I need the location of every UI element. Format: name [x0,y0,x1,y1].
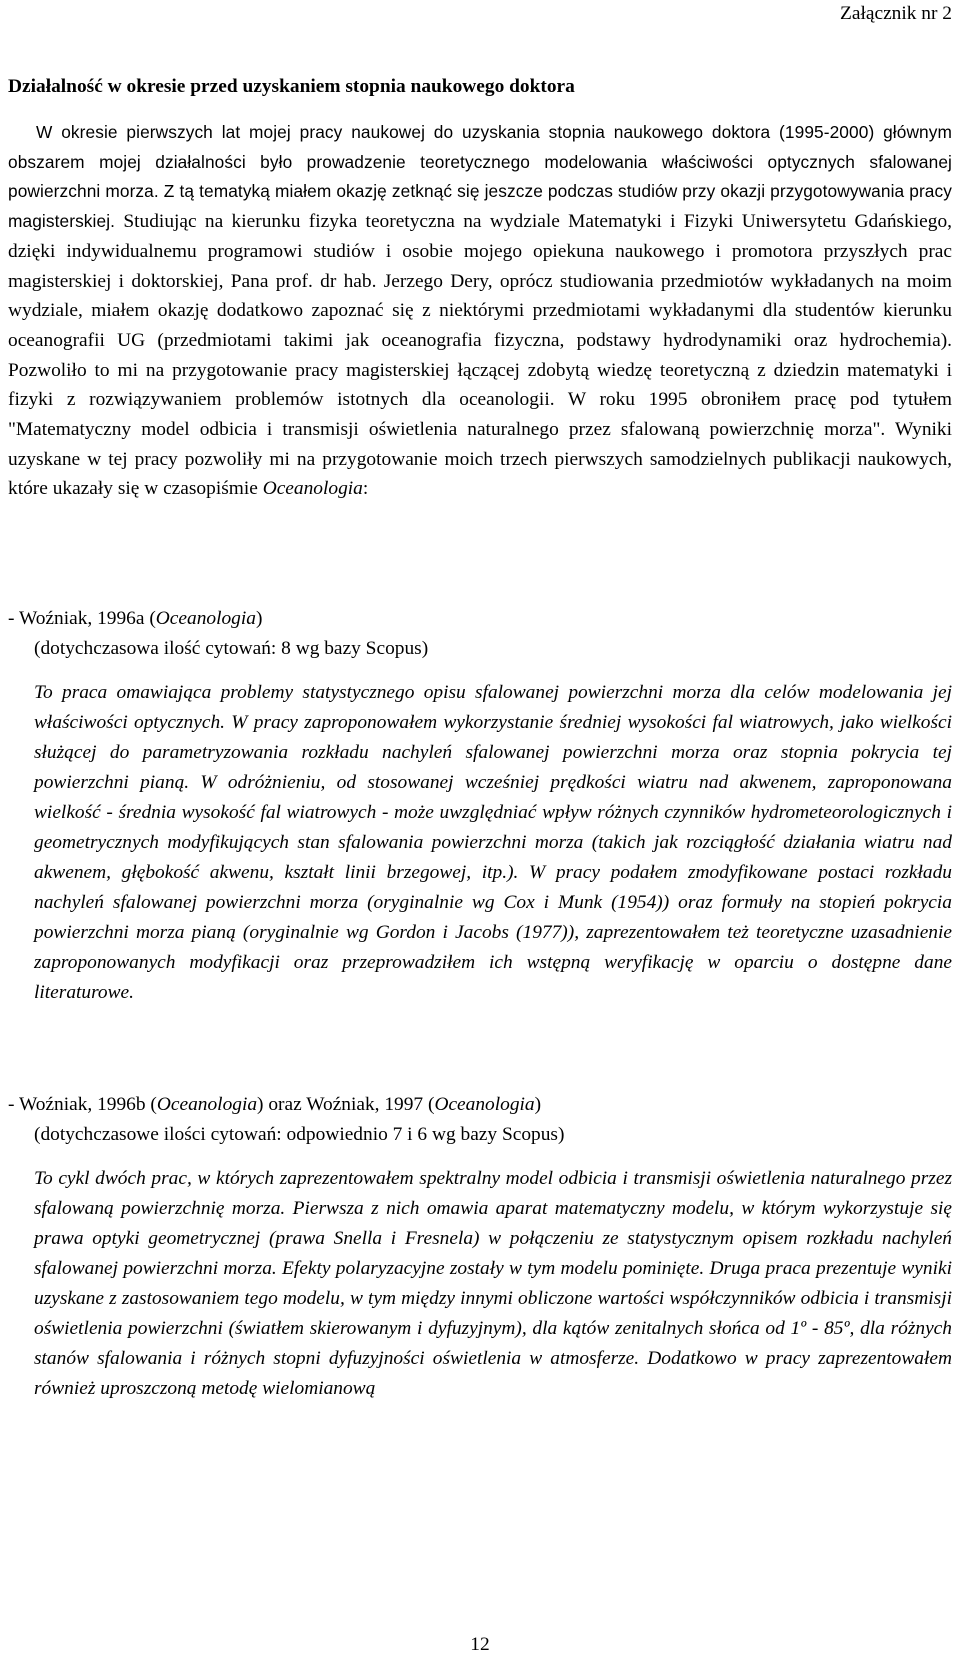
reference-journal: Oceanologia [156,1094,258,1115]
reference-suffix: ) [534,1094,542,1115]
page-number: 12 [470,1634,490,1655]
intro-text-part3: : [362,478,369,500]
annex-label: Załącznik nr 2 [840,3,952,24]
reference-suffix: ) [255,608,263,629]
publication-description-1: To praca omawiająca problemy statystycznego opisu sfalowanej powierzchni morza dla celów modelowania jej właściwości optycznych. W pracy zaproponowałem wykorzystanie średniej wysokości fal wiatrowych, jako wielkości służącej do parametryzowania rozkładu nachyleń sfalowanej powierzchni morza oraz stopnia pokrycia tej powierzchni pianą. W odróżnieniu, od stosowanej wcześniej prędkości wiatru nad akwenem, zaproponowana wielkość - średnia wysokość fal wiatrowych - może uwzględniać wpływ różnych czynników hydrometeorologicznych i geometrycznych modyfikujących stan sfalowania powierzchni morza (takich jak rozciągłość działania wiatru nad akwenem, głębokość akwenu, kształt linii brzegowej, itp.). W pracy podałem zmodyfikowane postaci rozkładu nachyleń sfalowanej powierzchni morza (oryginalnie wg Cox i Munk (1954)) oraz formuły na stopień pokrycia powierzchni morza pianą (oryginalnie wg Gordon i Jacobs (1977)), zaprezentowałem też teoretyczne uzasadnienie zaproponowanych modyfikacji oraz przeprowadziłem ich wstępną weryfikację w oparciu o dostępne dane literaturowe. [34,682,952,1003]
publication-entry-1 [8,604,952,663]
reference-middle: ) oraz Woźniak, 1997 ( [257,1094,435,1115]
publication-reference [8,1090,952,1120]
citation-count: (dotychczasowe ilości cytowań: odpowiednio 7 i 6 wg bazy Scopus) [34,1123,565,1145]
reference-journal: Oceanologia [434,1094,535,1115]
publication-description-2: To cykl dwóch prac, w których zaprezentowałem spektralny model odbicia i transmisji oświetlenia naturalnego przez sfalowaną powierzchnię morza. Pierwsza z nich omawia aparat matematyczny modelu, w którym wykorzystuje się prawa optyki geometrycznej (prawa Snella i Fresnela) w połączeniu ze statystycznym opisem rozkładu nachyleń sfalowanej powierzchni morza. Efekty polaryzacyjne zostały w tym modelu pominięte. Druga praca prezentuje wyniki uzyskane z zastosowaniem tego modelu, w tym między innymi obliczone wartości współczynników odbicia i transmisji oświetlenia powierzchni (światłem skierowanym i dyfuzyjnym), dla kątów zenitalnych słońca od 1º - 85º, dla różnych stanów sfalowania i różnych stopni dyfuzyjności oświetlenia w atmosferze. Dodatkowo w pracy zaprezentowałem również uproszczoną metodę wielomianową [34,1168,952,1399]
intro-paragraph [8,118,952,504]
intro-text-part2: Studiując na kierunku fizyka teoretyczna na wydziale Matematyki i Fizyki Uniwersytetu Gdańskiego, dzięki indywidualnemu programowi studiów i osobie mojego opiekuna naukowego i promotora przyszłych prac magisterskiej i doktorskiej, Pana prof. dr hab. Jerzego Dery, oprócz studiowania przedmiotów wykładanych na moim wydziale, miałem okazję dodatkowo zapoznać się z niektórymi przedmiotami wykładanymi dla studentów kierunku oceanografii UG (przedmiotami takimi jak oceanografia fizyczna, podstawy hydrodynamiki oraz hydrochemia). Pozwoliło to mi na przygotowanie pracy magisterskiej łączącej zdobytą wiedzę teoretyczną z dziedzin matematyki i fizyki z rozwiązywaniem problemów istotnych dla oceanologii. W roku 1995 obroniłem pracę pod tytułem "Matematyczny model odbicia i transmisji oświetlenia naturalnego przez sfalowaną powierzchnię morza". Wyniki uzyskane w tej pracy pozwoliły mi na przygotowanie moich trzech pierwszych samodzielnych publikacji naukowych, które ukazały się w czasopiśmie [8,211,952,500]
reference-author: - Woźniak, 1996a ( [8,608,156,629]
publication-reference [8,604,952,634]
journal-name: Oceanologia [262,478,363,500]
citation-count: (dotychczasowa ilość cytowań: 8 wg bazy Scopus) [34,637,429,659]
reference-journal: Oceanologia [155,608,256,629]
publication-entry-2 [8,1090,952,1149]
section-heading: Działalność w okresie przed uzyskaniem stopnia naukowego doktora [8,76,575,97]
reference-author: - Woźniak, 1996b ( [8,1094,157,1115]
intro-text-part1: W okresie pierwszych lat mojej pracy naukowej do uzyskania stopnia naukowego doktora (1995-2000) głównym obszarem mojej działalności było prowadzenie teoretycznego modelowania właściwości optycznych sfalowanej powierzchni morza. Z tą tematyką miałem okazję zetknąć się jeszcze podczas studiów przy okazji przygotowywania pracy magisterskiej. [8,122,952,232]
